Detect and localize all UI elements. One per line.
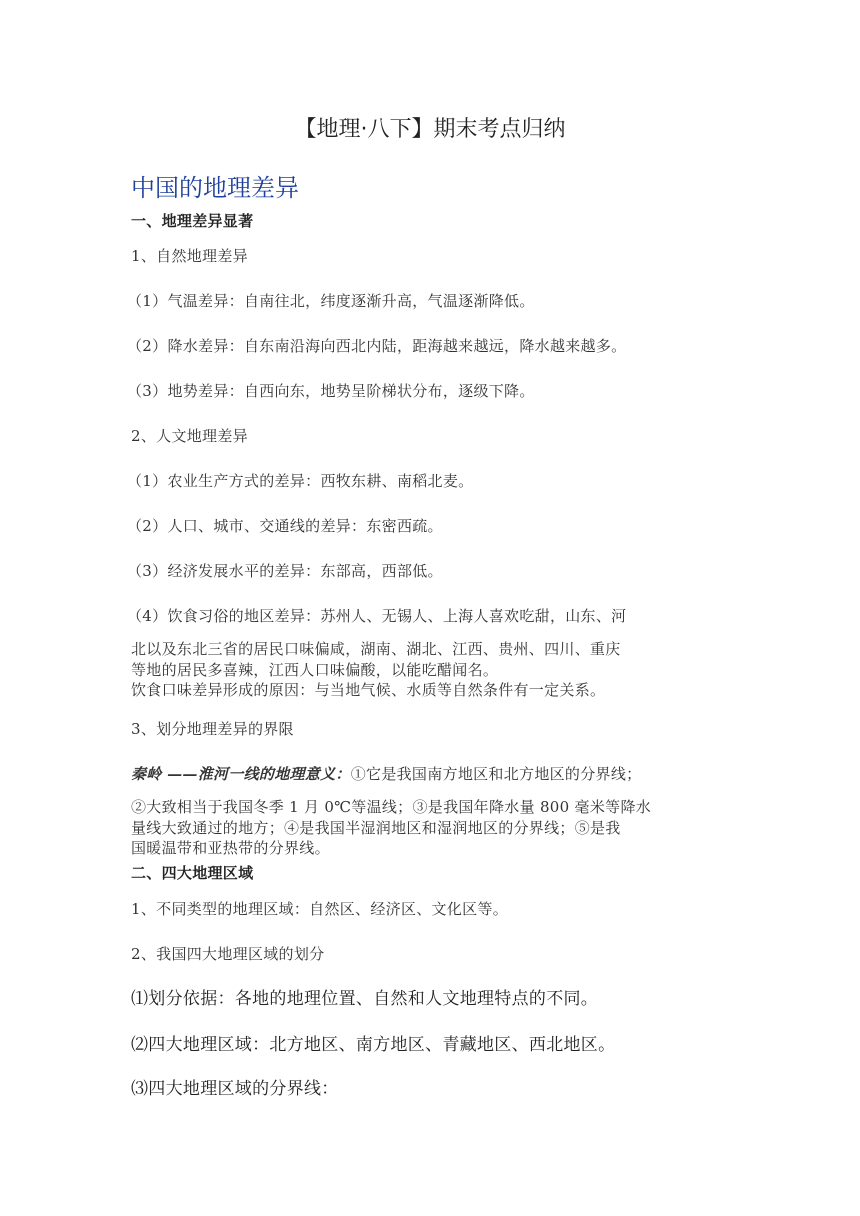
food-line-1: （4）饮食习俗的地区差异：苏州人、无锡人、上海人喜欢吃甜，山东、河 xyxy=(127,607,627,625)
chapter-heading: 中国的地理差异 xyxy=(131,174,299,202)
page-title: 【地理·八下】期末考点归纳 xyxy=(294,117,566,142)
natural-item-1: （1）气温差异：自南往北，纬度逐渐升高，气温逐渐降低。 xyxy=(127,292,535,310)
food-line-4: 饮食口味差异形成的原因：与当地气候、水质等自然条件有一定关系。 xyxy=(131,681,606,699)
natural-item-3: （3）地势差异：自西向东，地势呈阶梯状分布，逐级下降。 xyxy=(127,382,535,400)
qinling-text-4: 国暖温带和亚热带的分界线。 xyxy=(131,839,330,857)
natural-item-2: （2）降水差异：自东南沿海向西北内陆，距海越来越远，降水越来越多。 xyxy=(127,337,627,355)
subheading-boundary: 3、划分地理差异的界限 xyxy=(131,720,294,738)
division-basis: ⑴划分依据：各地的地理位置、自然和人文地理特点的不同。 xyxy=(131,989,599,1009)
human-item-2: （2）人口、城市、交通线的差异：东密西疏。 xyxy=(127,517,443,535)
qinling-text-1: ①它是我国南方地区和北方地区的分界线； xyxy=(350,765,642,783)
human-item-1: （1）农业生产方式的差异：西牧东耕、南稻北麦。 xyxy=(127,472,474,490)
qinling-text-3: 量线大致通过的地方；④是我国半湿润地区和湿润地区的分界线；⑤是我 xyxy=(131,818,621,837)
food-line-2: 北以及东北三省的居民口味偏咸，湖南、湖北、江西、贵州、四川、重庆 xyxy=(131,640,621,658)
four-regions: ⑵四大地理区域：北方地区、南方地区、青藏地区、西北地区。 xyxy=(131,1035,616,1055)
subheading-natural: 1、自然地理差异 xyxy=(131,247,248,265)
section-heading-2: 二、四大地理区域 xyxy=(131,864,254,882)
section-heading-1: 一、地理差异显著 xyxy=(131,212,254,230)
region-division: 2、我国四大地理区域的划分 xyxy=(131,945,325,963)
food-line-3: 等地的居民多喜辣，江西人口味偏酸，以能吃醋闻名。 xyxy=(131,660,499,679)
region-types: 1、不同类型的地理区域：自然区、经济区、文化区等。 xyxy=(131,900,509,918)
qinling-paragraph xyxy=(131,797,731,859)
qinling-line-1 xyxy=(131,764,641,784)
subheading-human: 2、人文地理差异 xyxy=(131,427,248,445)
qinling-label: 秦岭 ——淮河一线的地理意义： xyxy=(131,765,351,783)
region-boundaries: ⑶四大地理区域的分界线： xyxy=(131,1079,339,1099)
human-item-3: （3）经济发展水平的差异：东部高，西部低。 xyxy=(127,562,443,580)
food-paragraph xyxy=(131,639,731,701)
qinling-text-2: ②大致相当于我国冬季 1 月 0℃等温线；③是我国年降水量 800 毫米等降水 xyxy=(131,798,652,816)
